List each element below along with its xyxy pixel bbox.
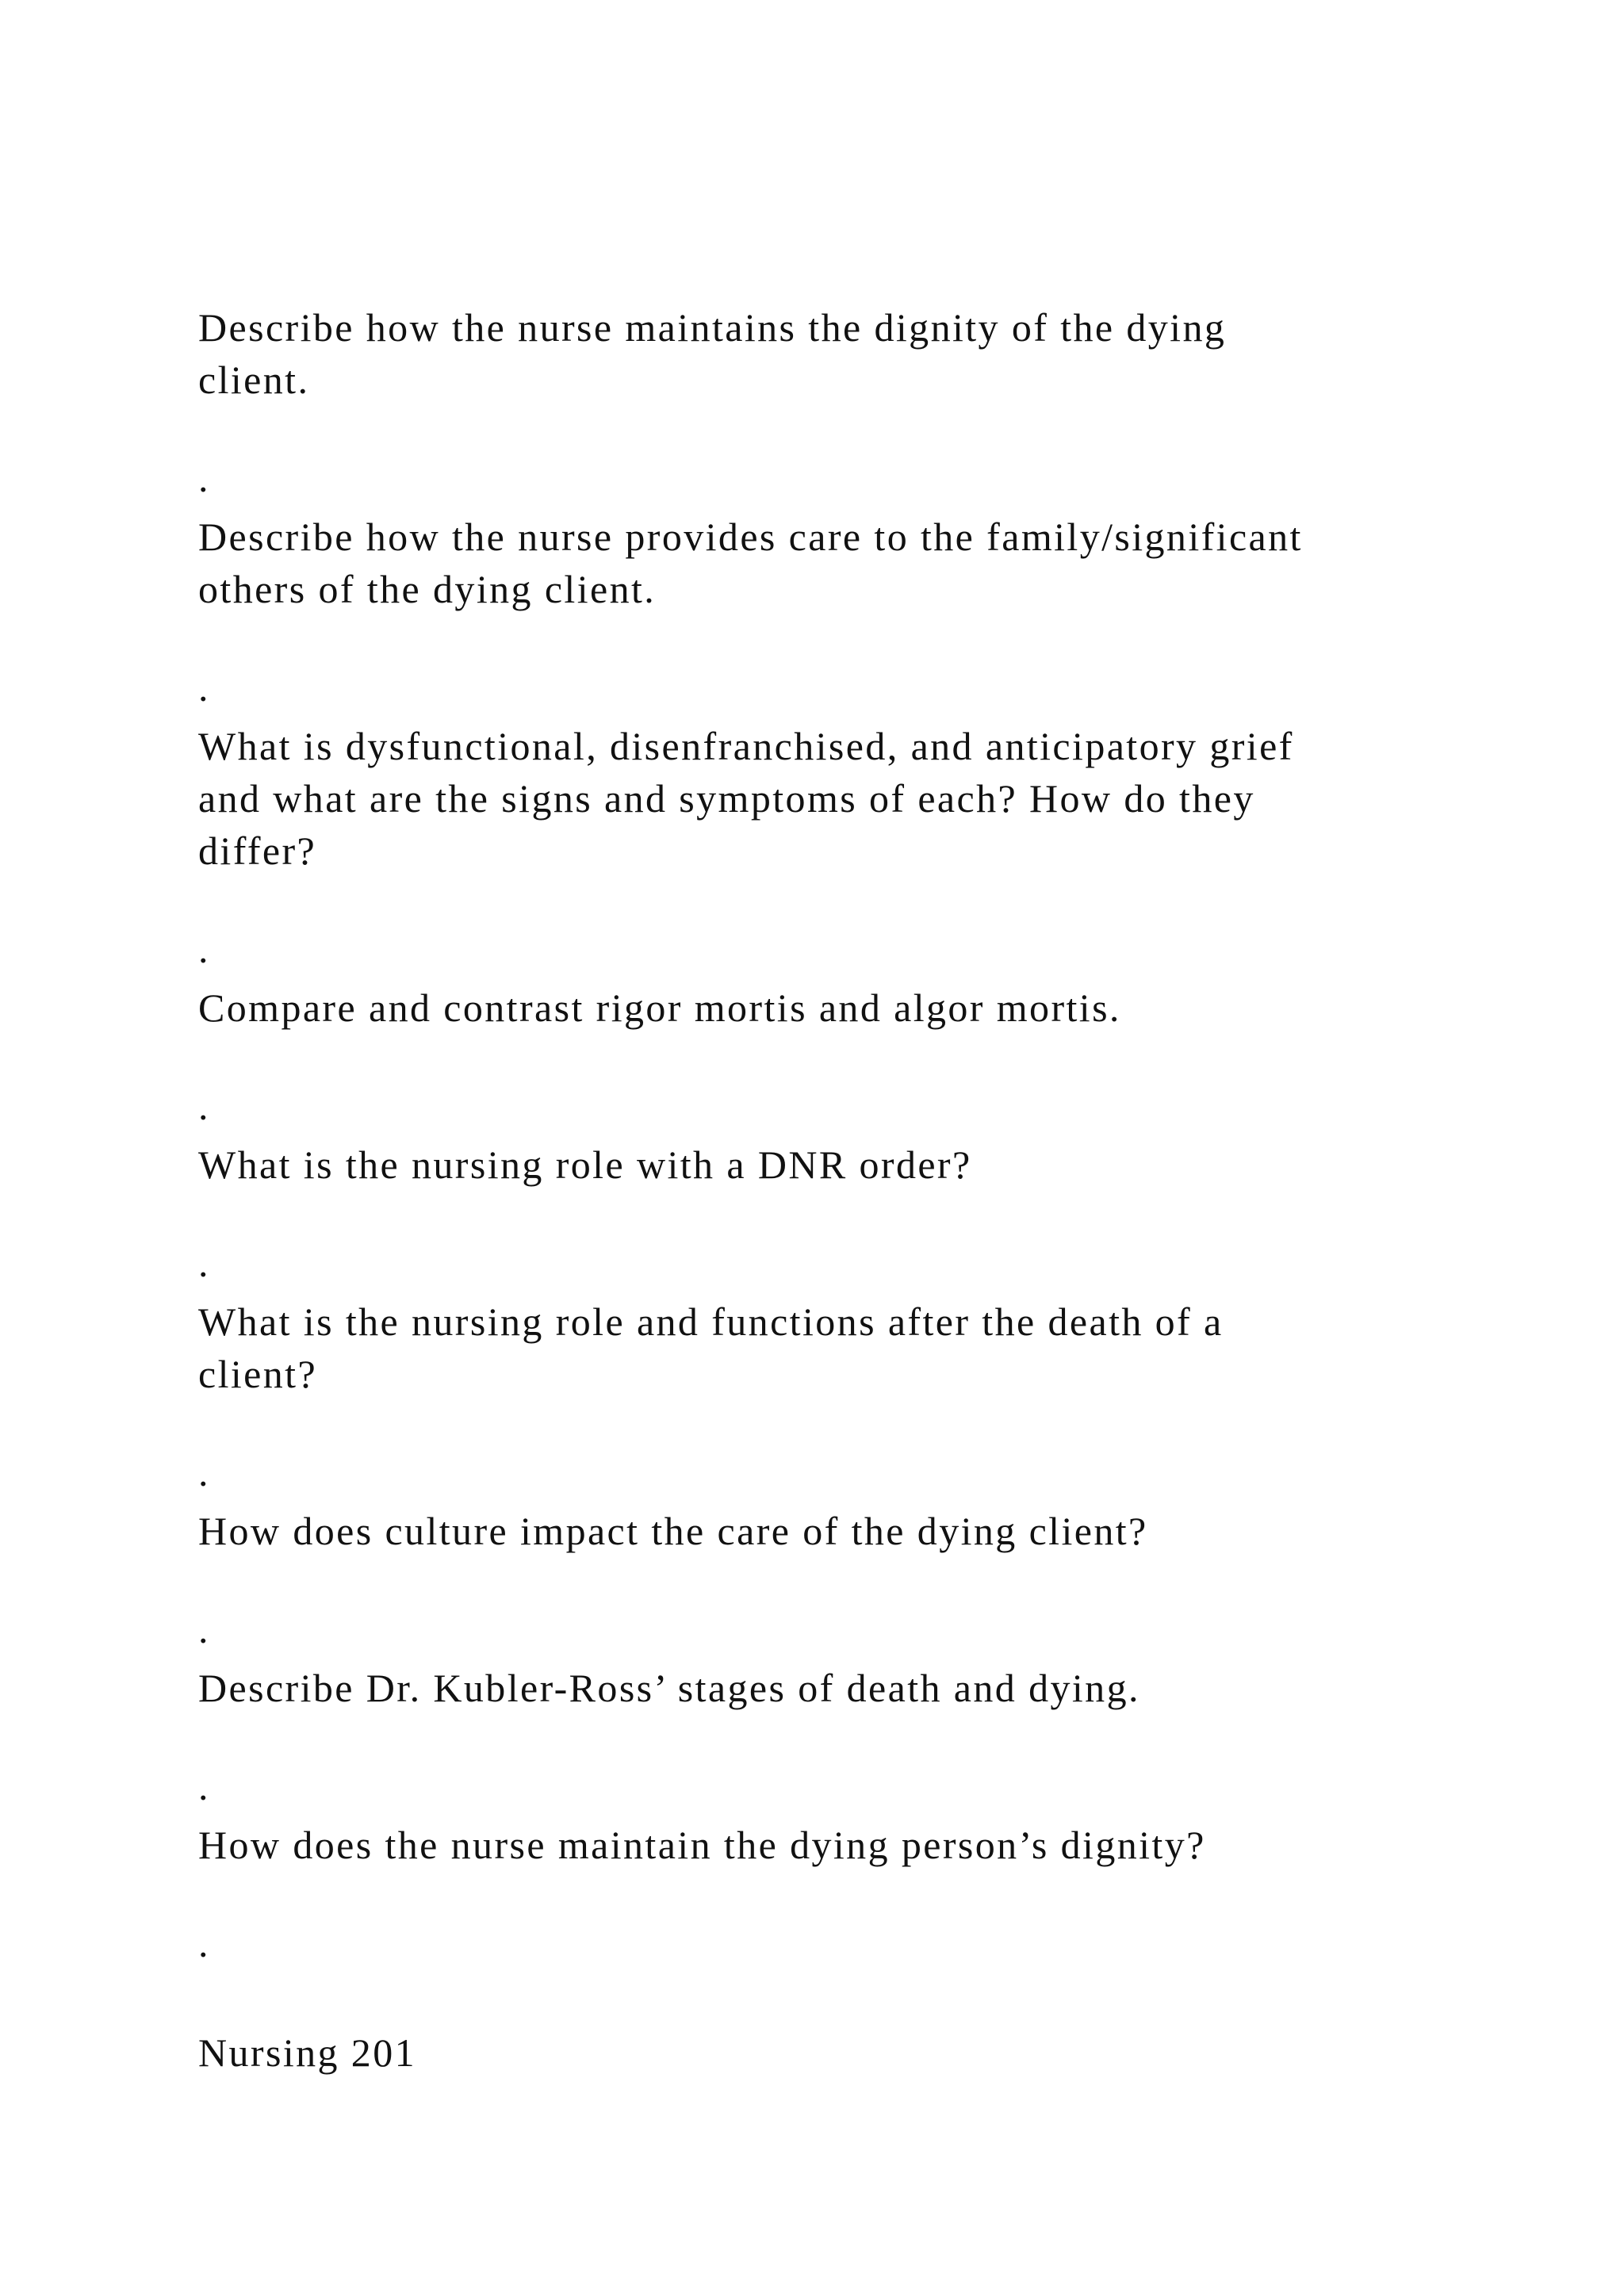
question-4-line-1: Compare and contrast rigor mortis and algor mortis. [198, 985, 1121, 1030]
question-4 [198, 982, 1435, 1034]
question-8 [198, 1662, 1435, 1714]
question-1-line-1: Describe how the nurse maintains the dignity of the dying [198, 305, 1227, 350]
question-3 [198, 720, 1435, 877]
question-3-line-1: What is dysfunctional, disenfranchised, and anticipatory grief [198, 724, 1294, 768]
separator-dot-3: . [198, 927, 209, 971]
separator-dot-9: . [198, 1921, 209, 1965]
separator-dot-6: . [198, 1450, 209, 1494]
question-6-line-2: client? [198, 1352, 318, 1396]
question-1 [198, 301, 1435, 406]
question-6 [198, 1295, 1435, 1400]
separator-dot-8: . [198, 1764, 209, 1808]
separator-dot-5: . [198, 1241, 209, 1285]
question-3-line-2: and what are the signs and symptoms of each? How do they [198, 776, 1255, 821]
separator-dot-4: . [198, 1084, 209, 1128]
question-2-line-1: Describe how the nurse provides care to the family/significant [198, 515, 1303, 559]
question-9 [198, 1819, 1435, 1871]
separator-dot-7: . [198, 1607, 209, 1651]
question-7-line-1: How does culture impact the care of the dying client? [198, 1509, 1148, 1553]
question-9-line-1: How does the nurse maintain the dying person’s dignity? [198, 1823, 1206, 1867]
question-3-line-3: differ? [198, 828, 317, 873]
question-2-line-2: others of the dying client. [198, 567, 657, 611]
course-footer [198, 2026, 1435, 2079]
question-2 [198, 511, 1435, 615]
question-5-line-1: What is the nursing role with a DNR order? [198, 1142, 972, 1187]
question-6-line-1: What is the nursing role and functions after the death of a [198, 1299, 1224, 1344]
question-8-line-1: Describe Dr. Kubler-Ross’ stages of death and dying. [198, 1666, 1140, 1710]
separator-dot-1: . [198, 456, 209, 500]
question-5 [198, 1138, 1435, 1191]
separator-dot-2: . [198, 665, 209, 710]
question-7 [198, 1505, 1435, 1557]
course-footer-text: Nursing 201 [198, 2030, 417, 2075]
question-1-line-2: client. [198, 358, 310, 402]
